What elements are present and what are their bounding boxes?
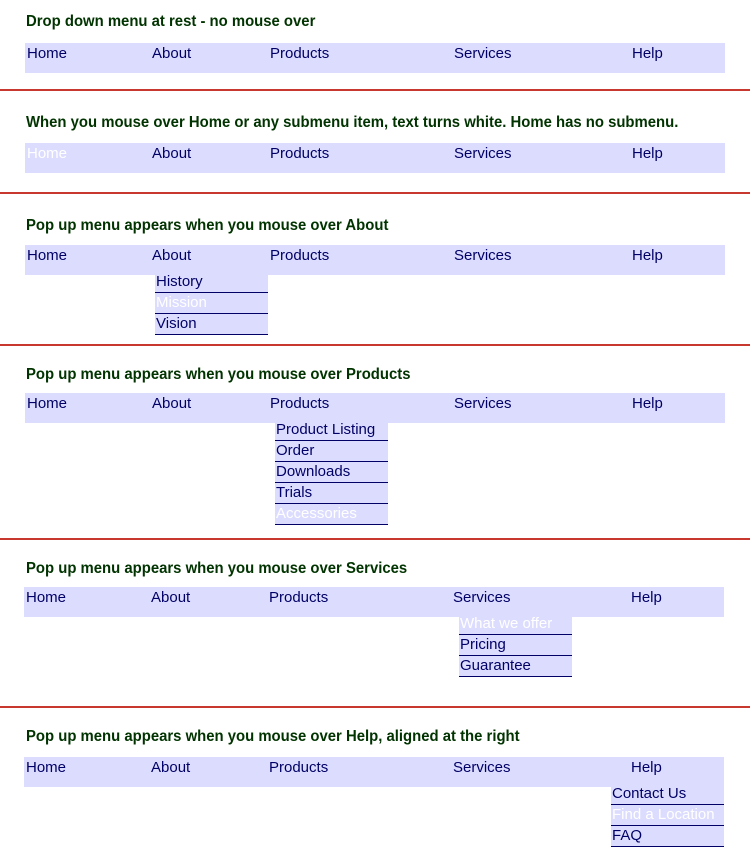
submenu-item-faq[interactable]: FAQ (611, 826, 724, 847)
section-divider (0, 89, 750, 91)
menu-item-home[interactable]: Home (26, 589, 67, 606)
menu-bar (25, 245, 725, 275)
section-heading: Pop up menu appears when you mouse over Services (26, 560, 408, 577)
products-submenu (275, 420, 388, 525)
menu-item-about[interactable]: About (152, 45, 192, 62)
menu-bar (25, 143, 725, 173)
help-submenu (611, 784, 724, 847)
menu-item-home[interactable]: Home (27, 145, 68, 162)
menu-item-services[interactable]: Services (454, 395, 512, 412)
section-heading: When you mouse over Home or any submenu item, text turns white. Home has no submenu. (26, 114, 679, 131)
submenu-item-downloads[interactable]: Downloads (275, 462, 388, 483)
menu-item-help[interactable]: Help (632, 145, 663, 162)
section-heading: Pop up menu appears when you mouse over Products (26, 366, 411, 383)
about-submenu (155, 272, 268, 335)
menu-item-services[interactable]: Services (454, 45, 512, 62)
menu-item-products[interactable]: Products (269, 589, 329, 606)
submenu-item-history[interactable]: History (155, 272, 268, 293)
menu-item-about[interactable]: About (152, 145, 192, 162)
submenu-item-pricing[interactable]: Pricing (459, 635, 572, 656)
menu-item-about[interactable]: About (152, 395, 192, 412)
submenu-item-accessories[interactable]: Accessories (275, 504, 388, 525)
menu-item-products[interactable]: Products (270, 395, 330, 412)
submenu-item-order[interactable]: Order (275, 441, 388, 462)
menu-item-products[interactable]: Products (270, 247, 330, 264)
menu-bar (25, 393, 725, 423)
menu-item-help[interactable]: Help (631, 759, 662, 776)
submenu-item-vision[interactable]: Vision (155, 314, 268, 335)
submenu-item-guarantee[interactable]: Guarantee (459, 656, 572, 677)
section-divider (0, 192, 750, 194)
menu-bar (24, 757, 724, 787)
submenu-item-trials[interactable]: Trials (275, 483, 388, 504)
section-divider (0, 538, 750, 540)
menu-item-home[interactable]: Home (27, 247, 68, 264)
submenu-item-what-we-offer[interactable]: What we offer (459, 614, 572, 635)
menu-item-products[interactable]: Products (270, 145, 330, 162)
submenu-item-mission[interactable]: Mission (155, 293, 268, 314)
menu-item-products[interactable]: Products (269, 759, 329, 776)
menu-item-home[interactable]: Home (27, 45, 68, 62)
menu-item-home[interactable]: Home (27, 395, 68, 412)
submenu-item-contact-us[interactable]: Contact Us (611, 784, 724, 805)
menu-item-help[interactable]: Help (632, 45, 663, 62)
section-heading: Pop up menu appears when you mouse over Help, aligned at the right (26, 728, 520, 745)
menu-bar (25, 43, 725, 73)
section-heading: Pop up menu appears when you mouse over About (26, 217, 389, 234)
section-divider (0, 706, 750, 708)
section-divider (0, 344, 750, 346)
services-submenu (459, 614, 572, 677)
menu-item-help[interactable]: Help (632, 395, 663, 412)
menu-item-help[interactable]: Help (632, 247, 663, 264)
menu-item-home[interactable]: Home (26, 759, 67, 776)
menu-item-products[interactable]: Products (270, 45, 330, 62)
submenu-item-product-listing[interactable]: Product Listing (275, 420, 388, 441)
menu-item-about[interactable]: About (151, 759, 191, 776)
submenu-item-find-a-location[interactable]: Find a Location (611, 805, 724, 826)
menu-item-help[interactable]: Help (631, 589, 662, 606)
menu-bar (24, 587, 724, 617)
menu-item-about[interactable]: About (152, 247, 192, 264)
menu-item-services[interactable]: Services (453, 589, 511, 606)
menu-item-about[interactable]: About (151, 589, 191, 606)
menu-item-services[interactable]: Services (454, 145, 512, 162)
menu-item-services[interactable]: Services (454, 247, 512, 264)
menu-item-services[interactable]: Services (453, 759, 511, 776)
section-heading: Drop down menu at rest - no mouse over (26, 13, 316, 30)
